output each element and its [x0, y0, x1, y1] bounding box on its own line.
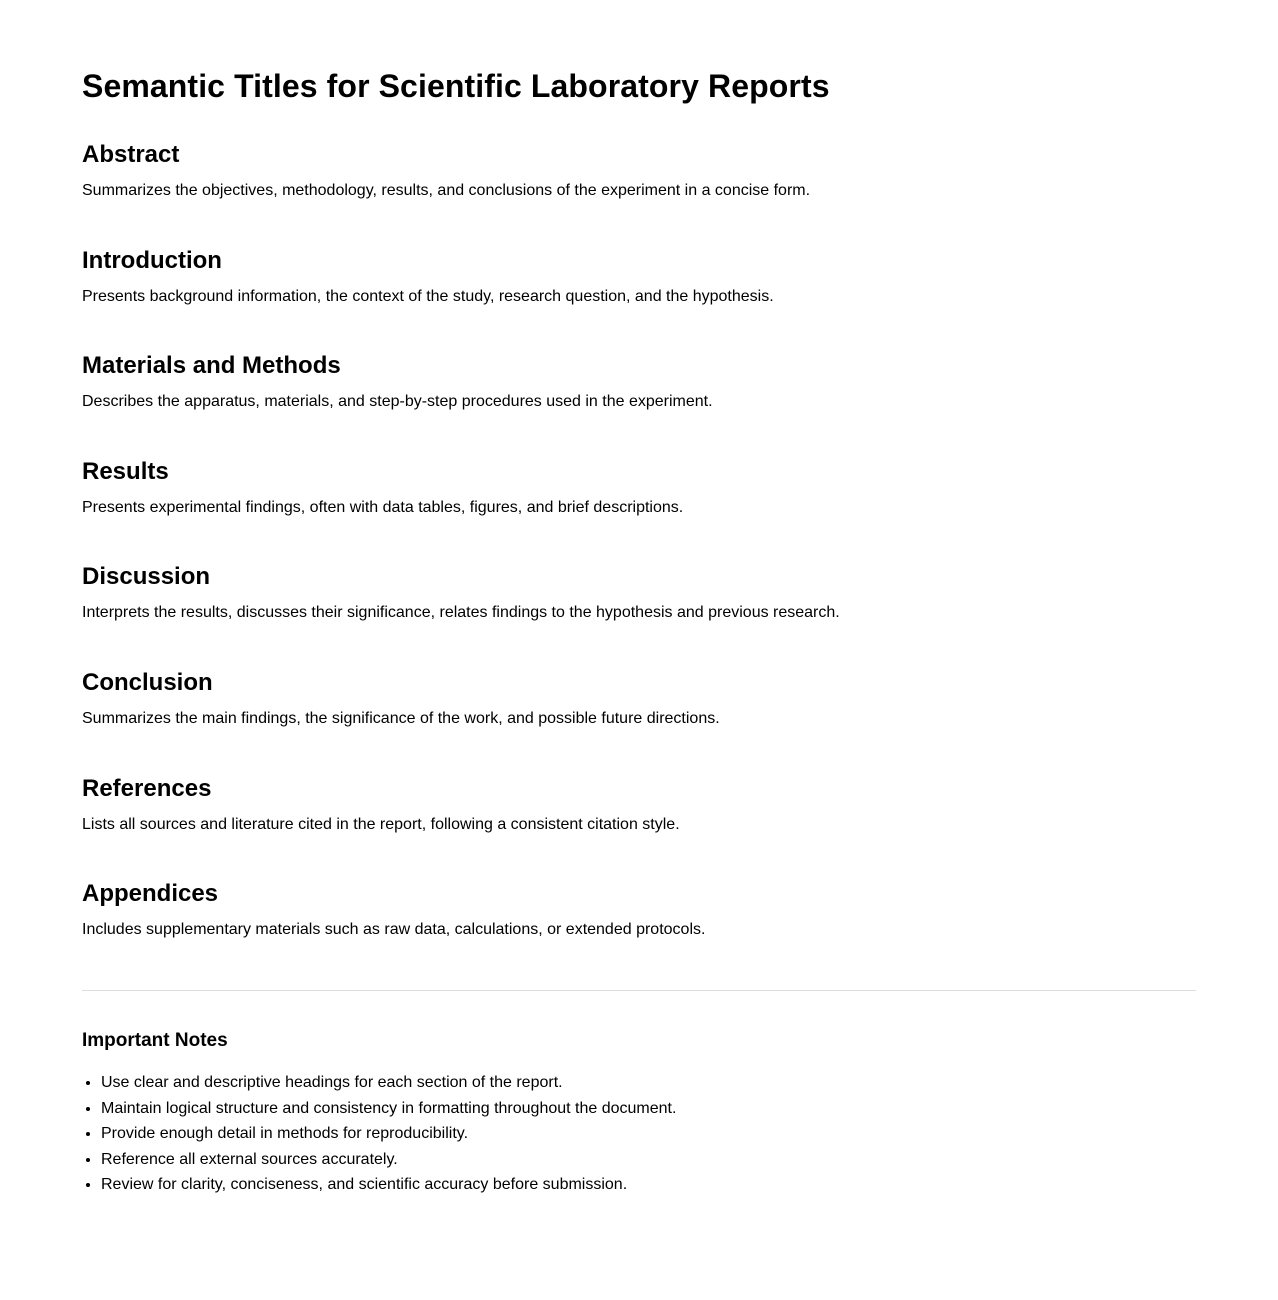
- section-description: Summarizes the objectives, methodology, results, and conclusions of the experiment in a concise form.: [82, 182, 811, 199]
- list-item: • Provide enough detail in methods for reproducibility.: [101, 1121, 1196, 1147]
- section-description: Summarizes the main findings, the significance of the work, and possible future directions.: [82, 709, 720, 727]
- section-results: [82, 456, 1196, 562]
- section-divider: [82, 990, 1196, 991]
- section-heading: Appendices: [82, 880, 219, 908]
- notes-list: [82, 1070, 1196, 1198]
- section-heading: Materials and Methods: [82, 352, 341, 380]
- section-conclusion: [82, 667, 1196, 773]
- section-description: Presents experimental findings, often with data tables, figures, and brief descriptions.: [82, 498, 684, 516]
- list-item: • Maintain logical structure and consistency in formatting throughout the document.: [101, 1096, 1196, 1122]
- section-description: Lists all sources and literature cited in the report, following a consistent citation style.: [82, 815, 680, 833]
- section-description: Describes the apparatus, materials, and step-by-step procedures used in the experiment.: [82, 393, 713, 411]
- list-item: • Reference all external sources accurately.: [101, 1147, 1196, 1173]
- section-materials-and-methods: [82, 350, 1196, 456]
- section-appendices: [82, 878, 1196, 984]
- section-heading: Results: [82, 457, 169, 485]
- section-introduction: [82, 245, 1196, 351]
- section-description: Presents background information, the context of the study, research question, and the hypothesis.: [82, 287, 774, 305]
- list-item: • Review for clarity, conciseness, and scientific accuracy before submission.: [101, 1172, 1196, 1198]
- section-heading: Introduction: [82, 246, 222, 274]
- notes-heading: Important Notes: [82, 1030, 228, 1051]
- section-description: Includes supplementary materials such as raw data, calculations, or extended protocols.: [82, 921, 706, 939]
- section-heading: References: [82, 774, 212, 802]
- section-heading: Conclusion: [82, 668, 213, 696]
- important-notes: [82, 1030, 1196, 1198]
- section-description: Interprets the results, discusses their significance, relates findings to the hypothesis and previous research.: [82, 604, 840, 622]
- section-abstract: [82, 139, 1196, 245]
- section-heading: Abstract: [82, 141, 180, 168]
- page-title: Semantic Titles for Scientific Laboratory Reports: [82, 68, 830, 104]
- section-references: [82, 773, 1196, 879]
- list-item: • Use clear and descriptive headings for each section of the report.: [101, 1070, 1196, 1096]
- sections-list: [82, 139, 1196, 984]
- section-discussion: [82, 561, 1196, 667]
- section-heading: Discussion: [82, 563, 211, 591]
